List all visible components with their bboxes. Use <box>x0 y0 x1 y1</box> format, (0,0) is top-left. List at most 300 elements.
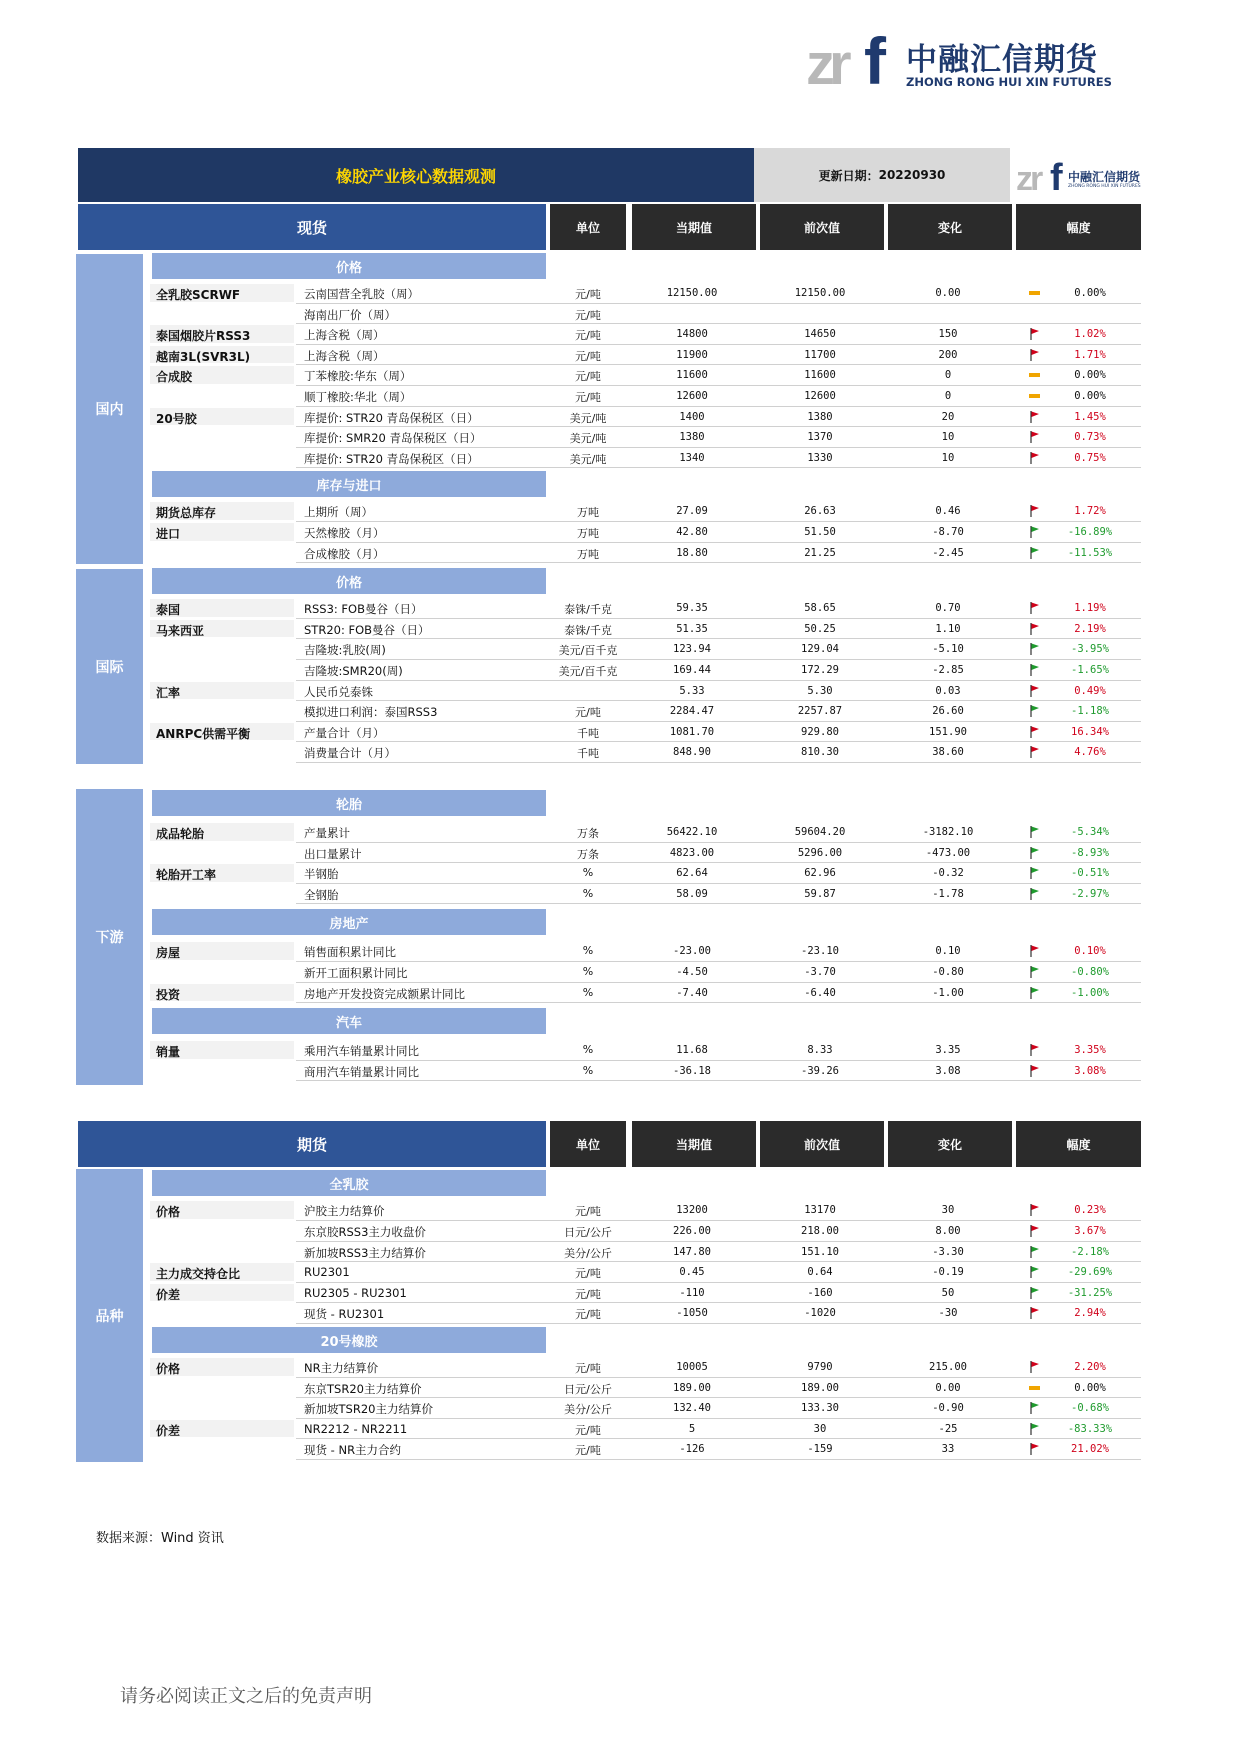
spot-unit: 千吨 <box>577 747 599 761</box>
futures-unit: 元/吨 <box>575 1267 601 1281</box>
futures-pct-change: 0.00% <box>1074 1381 1106 1394</box>
spot-col-cur: 当期值 <box>632 204 756 250</box>
futures-row-line <box>296 1459 1141 1460</box>
downstream-pct-change: 3.35% <box>1074 1044 1106 1057</box>
spot-indicator: 合成橡胶（月） <box>304 546 385 561</box>
spot-pct-change: 0.00% <box>1074 390 1106 402</box>
futures-change: -30 <box>938 1307 958 1320</box>
futures-pct-change: 21.02% <box>1071 1443 1109 1456</box>
futures-row-line <box>296 1220 1141 1221</box>
spot-sub-header: 价格 <box>152 568 546 594</box>
downstream-change: -473.00 <box>925 846 971 859</box>
downstream-indicator: 销售面积累计同比 <box>304 945 396 960</box>
futures-pct-change: -0.68% <box>1071 1402 1109 1415</box>
downstream-previous-value: -3.70 <box>804 966 836 978</box>
update-date-box <box>754 148 1010 202</box>
spot-unit: 泰铢/千克 <box>564 603 612 617</box>
spot-row-line <box>296 741 1141 742</box>
spot-indicator: 人民币兑泰铢 <box>304 684 373 699</box>
spot-unit: 美元/吨 <box>569 452 607 466</box>
spot-previous-value: 129.04 <box>801 643 839 656</box>
spot-pct-change: 0.00% <box>1074 287 1106 299</box>
futures-change: 0.00 <box>935 1381 961 1394</box>
report-title: 橡胶产业核心数据观测 <box>335 166 496 186</box>
update-label: 更新日期： <box>818 168 879 183</box>
downstream-current-value: -4.50 <box>676 966 708 978</box>
spot-unit: 元/吨 <box>575 391 601 404</box>
spot-current-value: 12600 <box>676 390 708 402</box>
zrf-small-logo-icon <box>1016 156 1072 196</box>
futures-unit: 美分/公斤 <box>564 1246 612 1260</box>
spot-indicator: 上期所（周） <box>304 505 373 520</box>
futures-previous-value: 133.30 <box>801 1402 839 1415</box>
spot-row-line <box>296 303 1141 304</box>
spot-change: 0.70 <box>935 602 961 615</box>
spot-row-line <box>296 344 1141 345</box>
futures-current-value: 10005 <box>676 1361 708 1373</box>
spot-current-value: 42.80 <box>676 526 708 538</box>
spot-current-value: 1380 <box>679 431 705 444</box>
futures-row-line <box>296 1438 1141 1439</box>
futures-row-line <box>296 1261 1141 1262</box>
futures-unit: 元/吨 <box>575 1423 601 1437</box>
spot-row-line <box>296 521 1141 522</box>
downstream-previous-value: -39.26 <box>801 1064 839 1077</box>
futures-change: 50 <box>941 1286 955 1299</box>
futures-pct-change: 2.20% <box>1074 1361 1106 1373</box>
spot-previous-value: 2257.87 <box>797 705 843 718</box>
futures-change: 30 <box>941 1204 955 1217</box>
spot-group-cell: 国际 <box>76 569 143 764</box>
spot-previous-value: 26.63 <box>804 505 836 518</box>
spot-row-name: 马来西亚 <box>156 623 205 638</box>
downstream-change: -0.80 <box>932 966 964 978</box>
spot-change: 0 <box>944 369 952 382</box>
downstream-change: -3182.10 <box>922 826 974 838</box>
spot-unit: 元/吨 <box>575 308 601 322</box>
spot-current-value: 14800 <box>676 328 708 341</box>
futures-current-value: 0.45 <box>679 1266 705 1279</box>
spot-row-line <box>296 659 1141 660</box>
spot-sub-header: 库存与进口 <box>152 471 546 497</box>
spot-indicator: 模拟进口利润：泰国RSS3 <box>304 705 438 720</box>
downstream-row-line <box>296 903 1141 904</box>
spot-pct-change: 0.00% <box>1074 369 1106 382</box>
spot-current-value: 59.35 <box>676 602 708 615</box>
futures-current-value: -110 <box>679 1286 705 1299</box>
futures-unit: 元/吨 <box>575 1287 601 1301</box>
spot-unit: 元/吨 <box>575 349 601 363</box>
downstream-row-name: 投资 <box>156 987 181 1002</box>
downstream-change: 0.10 <box>935 945 961 958</box>
downstream-row-name: 成品轮胎 <box>156 827 205 841</box>
spot-unit: 元/吨 <box>575 329 601 343</box>
spot-indicator: 库提价: STR20 青岛保税区（日） <box>304 410 479 425</box>
downstream-row-line <box>296 1002 1141 1003</box>
futures-row-line <box>296 1241 1141 1242</box>
futures-change: -0.90 <box>932 1402 964 1415</box>
futures-previous-value: -160 <box>807 1286 833 1299</box>
downstream-change: 3.35 <box>935 1044 961 1057</box>
downstream-previous-value: 62.96 <box>804 867 836 880</box>
spot-unit: 元/吨 <box>575 706 601 720</box>
spot-row-line <box>296 426 1141 427</box>
downstream-indicator: 产量累计 <box>304 826 350 840</box>
spot-current-value: 51.35 <box>676 622 708 635</box>
spot-pct-change: -16.89% <box>1067 526 1113 538</box>
downstream-previous-value: -23.10 <box>801 945 839 958</box>
downstream-indicator: 商用汽车销量累计同比 <box>304 1064 419 1079</box>
downstream-pct-change: -1.00% <box>1071 986 1109 999</box>
futures-current-value: 13200 <box>676 1204 708 1217</box>
spot-indicator: 天然橡胶（月） <box>304 526 385 540</box>
futures-current-value: 189.00 <box>673 1381 711 1394</box>
spot-indicator: 产量合计（月） <box>304 725 385 740</box>
spot-current-value: 1081.70 <box>669 725 715 738</box>
futures-previous-value: 0.64 <box>807 1266 833 1279</box>
spot-indicator: 吉隆坡:SMR20(周) <box>304 664 403 678</box>
spot-change: 150 <box>938 328 958 341</box>
spot-pct-change: 1.02% <box>1074 328 1106 341</box>
futures-current-value: 226.00 <box>673 1225 711 1237</box>
svg-text:f: f <box>864 28 886 94</box>
futures-previous-value: 9790 <box>807 1361 833 1373</box>
futures-row-line <box>296 1377 1141 1378</box>
spot-col-chg: 变化 <box>888 204 1012 250</box>
downstream-current-value: 62.64 <box>676 867 708 880</box>
spot-previous-value: 12600 <box>804 390 836 402</box>
downstream-pct-change: -0.51% <box>1071 867 1109 880</box>
spot-change: -2.85 <box>932 664 964 676</box>
spot-indicator: 海南出厂价（周） <box>304 307 396 322</box>
futures-col-prev: 前次值 <box>760 1121 884 1167</box>
futures-row-name: 价差 <box>156 1287 181 1302</box>
futures-unit: 美分/公斤 <box>564 1403 612 1417</box>
futures-row-line <box>296 1282 1141 1283</box>
spot-pct-change: 2.19% <box>1074 622 1106 635</box>
spot-pct-change: 16.34% <box>1071 725 1109 738</box>
spot-current-value: 1400 <box>679 410 705 423</box>
company-logo <box>806 28 1112 94</box>
futures-change: 8.00 <box>935 1225 961 1237</box>
spot-pct-change: -11.53% <box>1067 546 1113 559</box>
futures-unit: 元/吨 <box>575 1362 601 1375</box>
downstream-row-line <box>296 961 1141 962</box>
spot-change: 151.90 <box>929 725 967 738</box>
futures-pct-change: 0.23% <box>1074 1204 1106 1217</box>
spot-indicator: 上海含税（周） <box>304 348 385 363</box>
futures-unit: 元/吨 <box>575 1308 601 1322</box>
downstream-indicator: 全钢胎 <box>304 887 339 902</box>
futures-pct-change: 3.67% <box>1074 1225 1106 1237</box>
spot-indicator: 丁苯橡胶:华东（周） <box>304 369 412 384</box>
futures-indicator: NR2212 - NR2211 <box>304 1421 408 1436</box>
spot-unit: 万吨 <box>577 527 599 540</box>
spot-previous-value: 11700 <box>804 348 836 361</box>
downstream-current-value: -7.40 <box>676 986 708 999</box>
spot-col-unit: 单位 <box>550 204 626 250</box>
spot-unit: 美元/百千克 <box>558 665 618 678</box>
spot-row-line <box>296 700 1141 701</box>
spot-current-value: 2284.47 <box>669 705 715 718</box>
spot-current-value: 12150.00 <box>666 287 718 299</box>
spot-change: -8.70 <box>932 526 964 538</box>
downstream-previous-value: 5296.00 <box>797 846 843 859</box>
downstream-change: -1.78 <box>932 887 964 900</box>
downstream-pct-change: -5.34% <box>1071 826 1109 838</box>
logo-cn-text: 中融汇信期货 <box>906 42 1098 78</box>
spot-row-name: 20号胶 <box>156 411 197 426</box>
futures-row-line <box>296 1418 1141 1419</box>
data-source: 数据来源：Wind 资讯 <box>96 1531 224 1546</box>
downstream-current-value: 11.68 <box>676 1044 708 1057</box>
downstream-indicator: 出口量累计 <box>304 846 362 861</box>
downstream-row-line <box>296 1060 1141 1061</box>
downstream-current-value: -23.00 <box>673 945 711 958</box>
futures-indicator: 新加坡TSR20主力结算价 <box>304 1402 433 1417</box>
downstream-current-value: -36.18 <box>673 1064 711 1077</box>
futures-pct-change: -83.33% <box>1067 1422 1113 1435</box>
downstream-current-value: 4823.00 <box>669 846 715 859</box>
downstream-change: -0.32 <box>932 867 964 880</box>
downstream-sub-header: 汽车 <box>152 1008 546 1034</box>
spot-current-value: 1340 <box>679 451 705 464</box>
downstream-row-name: 轮胎开工率 <box>156 868 217 883</box>
futures-indicator: 东京胶RSS3主力收盘价 <box>304 1225 426 1239</box>
futures-indicator: 东京TSR20主力结算价 <box>304 1381 422 1396</box>
spot-row-line <box>296 542 1141 543</box>
spot-change: 38.60 <box>932 746 964 759</box>
downstream-indicator: 半钢胎 <box>304 867 339 882</box>
svg-text:zr: zr <box>1016 160 1041 196</box>
spot-previous-value: 21.25 <box>804 546 836 559</box>
downstream-previous-value: 8.33 <box>807 1044 833 1057</box>
spot-row-line <box>296 638 1141 639</box>
spot-current-value: 123.94 <box>673 643 711 656</box>
spot-unit: 万吨 <box>577 547 599 561</box>
futures-indicator: 现货 - NR主力合约 <box>304 1443 402 1458</box>
futures-indicator: 新加坡RSS3主力结算价 <box>304 1245 426 1260</box>
spot-indicator: 消费量合计（月） <box>304 746 396 761</box>
futures-unit: 日元/公斤 <box>564 1382 612 1396</box>
futures-indicator: 现货 - RU2301 <box>304 1307 385 1322</box>
futures-col-chg: 变化 <box>888 1121 1012 1167</box>
spot-unit: 元/吨 <box>575 288 601 301</box>
downstream-pct-change: 0.10% <box>1074 945 1106 958</box>
spot-previous-value: 810.30 <box>801 746 839 759</box>
spot-indicator: 云南国营全乳胶（周） <box>304 287 419 301</box>
spot-row-name: 泰国烟胶片RSS3 <box>156 329 251 344</box>
spot-current-value: 5.33 <box>679 684 705 697</box>
spot-change: 200 <box>938 348 958 361</box>
futures-row-name: 主力成交持仓比 <box>156 1267 241 1282</box>
spot-pct-change: 0.49% <box>1074 684 1106 697</box>
spot-current-value: 11600 <box>676 369 708 382</box>
spot-change: -5.10 <box>932 643 964 656</box>
futures-sub-header: 20号橡胶 <box>152 1327 546 1353</box>
futures-col-pct: 幅度 <box>1016 1121 1141 1167</box>
spot-indicator: 顺丁橡胶:华北（周） <box>304 390 412 404</box>
downstream-change: 3.08 <box>935 1064 961 1077</box>
futures-pct-change: -2.18% <box>1071 1245 1109 1258</box>
spot-unit: 元/吨 <box>575 370 601 384</box>
spot-row-line <box>296 323 1141 324</box>
downstream-previous-value: 59604.20 <box>794 826 846 838</box>
spot-previous-value: 58.65 <box>804 602 836 615</box>
spot-row-line <box>296 680 1141 681</box>
downstream-unit: % <box>582 985 594 999</box>
spot-unit: 美元/百千克 <box>558 644 618 658</box>
spot-previous-value: 1380 <box>807 410 833 423</box>
spot-col-pct: 幅度 <box>1016 204 1141 250</box>
downstream-sub-header: 轮胎 <box>152 790 546 816</box>
futures-unit: 元/吨 <box>575 1444 601 1458</box>
spot-change: 26.60 <box>932 705 964 718</box>
futures-change: -3.30 <box>932 1245 964 1258</box>
spot-row-line <box>296 364 1141 365</box>
spot-current-value: 848.90 <box>673 746 711 759</box>
spot-row-name: 期货总库存 <box>156 506 217 521</box>
spot-change: 0 <box>944 390 952 402</box>
spot-change: 0.00 <box>935 287 961 299</box>
futures-previous-value: 30 <box>813 1422 827 1435</box>
spot-previous-value: 51.50 <box>804 526 836 538</box>
spot-previous-value: 1370 <box>807 431 833 444</box>
spot-indicator: RSS3: FOB曼谷（日） <box>304 602 423 617</box>
futures-row-line <box>296 1397 1141 1398</box>
spot-indicator: STR20: FOB曼谷（日） <box>304 622 430 637</box>
spot-change: 10 <box>941 431 955 444</box>
spot-section-header: 现货 <box>78 204 546 250</box>
futures-indicator: RU2301 <box>304 1265 350 1280</box>
futures-previous-value: 151.10 <box>801 1245 839 1258</box>
spot-col-prev: 前次值 <box>760 204 884 250</box>
futures-current-value: -126 <box>679 1443 705 1456</box>
downstream-sub-header: 房地产 <box>152 909 546 935</box>
futures-row-name: 价格 <box>156 1362 181 1376</box>
futures-change: 33 <box>941 1443 955 1456</box>
spot-current-value: 18.80 <box>676 546 708 559</box>
futures-col-cur: 当期值 <box>632 1121 756 1167</box>
futures-previous-value: 13170 <box>804 1204 836 1217</box>
futures-section-header: 期货 <box>78 1121 546 1167</box>
spot-row-line <box>296 385 1141 386</box>
downstream-row-line <box>296 1080 1141 1081</box>
downstream-indicator: 乘用汽车销量累计同比 <box>304 1044 419 1059</box>
spot-current-value: 11900 <box>676 348 708 361</box>
futures-unit: 日元/公斤 <box>564 1226 612 1239</box>
small-logo-cn: 中融汇信期货 <box>1068 170 1141 184</box>
spot-change: 0.03 <box>935 684 961 697</box>
futures-previous-value: -1020 <box>804 1307 836 1320</box>
spot-change: 10 <box>941 451 955 464</box>
downstream-pct-change: -8.93% <box>1071 846 1109 859</box>
spot-pct-change: 1.19% <box>1074 602 1106 615</box>
downstream-unit: % <box>582 1063 594 1077</box>
futures-col-unit: 单位 <box>550 1121 626 1167</box>
downstream-indicator: 新开工面积累计同比 <box>304 966 408 980</box>
zrf-logo-icon <box>806 28 900 94</box>
spot-change: 0.46 <box>935 505 961 518</box>
futures-current-value: 147.80 <box>673 1245 711 1258</box>
futures-current-value: 132.40 <box>673 1402 711 1415</box>
downstream-unit: % <box>582 866 594 880</box>
downstream-unit: % <box>582 886 594 900</box>
downstream-row-line <box>296 862 1141 863</box>
spot-row-name: 合成胶 <box>156 370 193 385</box>
downstream-pct-change: 3.08% <box>1074 1064 1106 1077</box>
spot-pct-change: -3.95% <box>1071 643 1109 656</box>
spot-row-line <box>296 467 1141 468</box>
downstream-unit: % <box>582 965 594 978</box>
futures-change: -0.19 <box>932 1266 964 1279</box>
spot-unit: 美元/吨 <box>569 411 607 425</box>
futures-unit: 元/吨 <box>575 1205 601 1219</box>
logo-en-text: ZHONG RONG HUI XIN FUTURES <box>906 75 1112 89</box>
small-logo-en: ZHONG RONG HUI XIN FUTURES <box>1068 184 1141 189</box>
downstream-row-line <box>296 982 1141 983</box>
spot-pct-change: -1.65% <box>1071 664 1109 676</box>
spot-pct-change: 4.76% <box>1074 746 1106 759</box>
downstream-unit: % <box>582 1043 594 1057</box>
futures-row-name: 价格 <box>156 1205 181 1220</box>
futures-row-line <box>296 1302 1141 1303</box>
spot-pct-change: 1.45% <box>1074 410 1106 423</box>
downstream-row-name: 销量 <box>156 1045 181 1060</box>
futures-indicator: NR主力结算价 <box>304 1361 379 1375</box>
spot-previous-value: 11600 <box>804 369 836 382</box>
spot-change: 20 <box>941 410 955 423</box>
futures-row-name: 价差 <box>156 1423 181 1438</box>
downstream-group-cell: 下游 <box>76 789 143 1085</box>
downstream-row-line <box>296 842 1141 843</box>
spot-previous-value: 1330 <box>807 451 833 464</box>
futures-pct-change: -29.69% <box>1067 1266 1113 1279</box>
spot-pct-change: -1.18% <box>1071 705 1109 718</box>
spot-row-line <box>296 406 1141 407</box>
futures-previous-value: 218.00 <box>801 1225 839 1237</box>
spot-change: -2.45 <box>932 546 964 559</box>
spot-unit: 泰铢/千克 <box>564 623 612 637</box>
downstream-unit: 万条 <box>577 847 599 861</box>
futures-change: 215.00 <box>929 1361 967 1373</box>
futures-group-cell: 品种 <box>76 1169 143 1462</box>
update-date: 20220930 <box>878 168 946 182</box>
spot-row-line <box>296 447 1141 448</box>
spot-change: 1.10 <box>935 622 961 635</box>
futures-current-value: -1050 <box>676 1307 708 1320</box>
small-logo <box>1010 148 1141 202</box>
spot-previous-value: 172.29 <box>801 664 839 676</box>
spot-row-line <box>296 618 1141 619</box>
downstream-current-value: 58.09 <box>676 887 708 900</box>
spot-indicator: 吉隆坡:乳胶(周) <box>304 643 386 658</box>
spot-pct-change: 0.75% <box>1074 451 1106 464</box>
spot-current-value: 27.09 <box>676 505 708 518</box>
spot-previous-value: 929.80 <box>801 725 839 738</box>
disclaimer: 请务必阅读正文之后的免责声明 <box>120 1686 372 1707</box>
spot-row-line <box>296 562 1141 563</box>
futures-change: -25 <box>938 1422 958 1435</box>
downstream-row-name: 房屋 <box>156 946 181 961</box>
spot-indicator: 上海含税（周） <box>304 328 385 343</box>
spot-row-name: 全乳胶SCRWF <box>156 288 241 302</box>
spot-sub-header: 价格 <box>152 253 546 279</box>
spot-current-value: 169.44 <box>673 664 711 676</box>
futures-previous-value: 189.00 <box>801 1381 839 1394</box>
svg-text:f: f <box>1050 157 1063 196</box>
spot-row-line <box>296 762 1141 763</box>
